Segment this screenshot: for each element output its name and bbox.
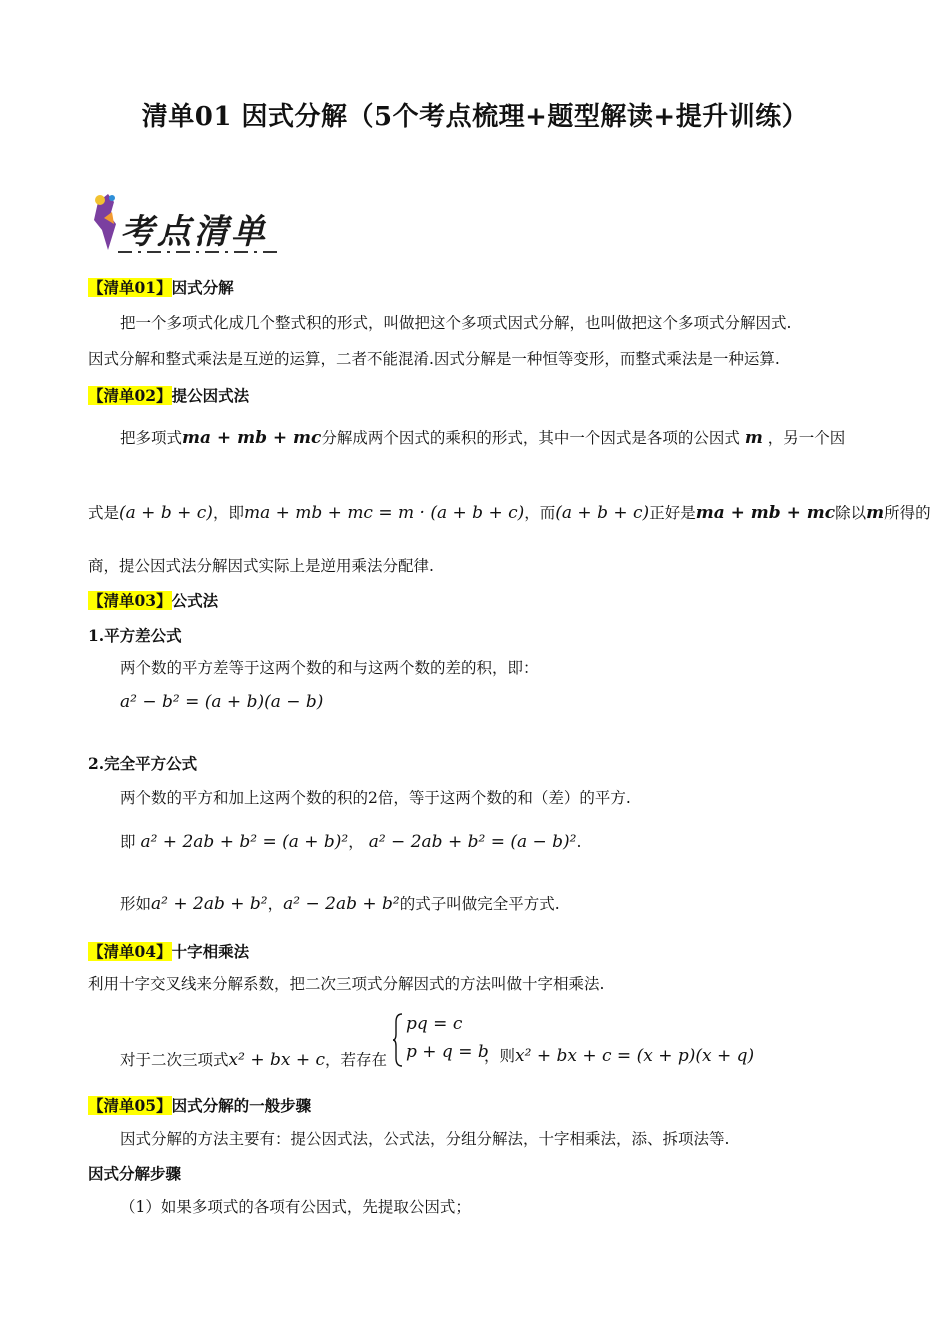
section-2-tag: 【清单02】 bbox=[88, 386, 172, 405]
section-3-header bbox=[88, 589, 218, 611]
section-1-tag: 【清单01】 bbox=[88, 278, 172, 297]
perfect-square-definition bbox=[120, 894, 560, 914]
section-2-heading: 提公因式法 bbox=[171, 386, 250, 405]
section-2-line-1 bbox=[120, 428, 845, 448]
text: 的式子叫做完全平方式. bbox=[399, 895, 560, 913]
system-eq-2: p + q = b bbox=[406, 1042, 489, 1062]
text: 所得的 bbox=[884, 504, 931, 522]
difference-of-squares-formula: a² − b² = (a + b)(a − b) bbox=[120, 692, 324, 712]
text: ，另一个因 bbox=[767, 429, 846, 447]
formula: (a + b + c) bbox=[119, 503, 213, 523]
text: 形如 bbox=[120, 895, 152, 913]
section-1-header bbox=[88, 276, 234, 298]
brace-icon bbox=[392, 1012, 404, 1068]
section-logo bbox=[88, 190, 288, 260]
section-4-header bbox=[88, 940, 249, 962]
section-2-line-2 bbox=[88, 503, 931, 523]
section-1-para-2: 因式分解和整式乘法是互逆的运算，二者不能混淆.因式分解是一种恒等变形，而整式乘法是一种运算. bbox=[88, 350, 780, 368]
formula: a² − 2ab + b² bbox=[283, 894, 400, 914]
text: 除以 bbox=[835, 504, 867, 522]
section-5-para-1: 因式分解的方法主要有：提公因式法，公式法，分组分解法，十字相乘法，添、拆项法等. bbox=[120, 1130, 730, 1148]
formula-m: m bbox=[744, 428, 763, 448]
formula: a² + 2ab + b² bbox=[151, 894, 268, 914]
equation-system bbox=[392, 1012, 489, 1068]
section-1-heading: 因式分解 bbox=[171, 278, 234, 297]
system-eq-1: pq = c bbox=[406, 1014, 463, 1034]
text: ，若存在 bbox=[325, 1051, 388, 1069]
steps-heading: 因式分解步骤 bbox=[88, 1164, 182, 1183]
formula: (a + b + c) bbox=[555, 503, 650, 523]
text: 式是 bbox=[88, 504, 120, 522]
text: ， bbox=[348, 833, 364, 851]
text: ， bbox=[267, 895, 284, 913]
formula-sum-square: a² + 2ab + b² = (a + b)² bbox=[140, 832, 349, 852]
text: . bbox=[576, 833, 582, 851]
formula: x² + bx + c bbox=[228, 1050, 326, 1070]
text: 正好是 bbox=[649, 504, 696, 522]
text: ，即 bbox=[212, 504, 244, 522]
text: 把多项式 bbox=[120, 429, 183, 447]
section-3-tag: 【清单03】 bbox=[88, 591, 172, 610]
formula-diff-square: a² − 2ab + b² = (a − b)² bbox=[368, 832, 577, 852]
section-3-heading: 公式法 bbox=[171, 591, 219, 610]
subheading-perfect-square: 2.完全平方公式 bbox=[88, 754, 198, 773]
text: 即 bbox=[120, 833, 136, 851]
step-1: （1）如果多项式的各项有公因式，先提取公因式； bbox=[120, 1198, 471, 1216]
cross-method-lead bbox=[120, 1050, 387, 1070]
text: ，而 bbox=[524, 504, 556, 522]
section-1-para-1: 把一个多项式化成几个整式积的形式，叫做把这个多项式因式分解，也叫做把这个多项式分解因式. bbox=[120, 314, 792, 332]
formula: ma + mb + mc bbox=[182, 428, 322, 448]
section-5-header bbox=[88, 1094, 311, 1116]
text: 对于二次三项式 bbox=[120, 1051, 229, 1069]
perfect-square-formulas bbox=[120, 832, 581, 852]
section-2-header bbox=[88, 384, 249, 406]
text: 分解成两个因式的乘积的形式，其中一个因式是各项的公因式 bbox=[321, 429, 740, 447]
subheading-difference-of-squares: 1.平方差公式 bbox=[88, 626, 182, 645]
section-5-heading: 因式分解的一般步骤 bbox=[171, 1096, 312, 1115]
section-2-line-3: 商，提公因式法分解因式实际上是逆用乘法分配律. bbox=[88, 557, 434, 575]
difference-of-squares-text: 两个数的平方差等于这两个数的和与这两个数的差的积，即： bbox=[120, 659, 539, 677]
section-4-para-1: 利用十字交叉线来分解系数，把二次三项式分解因式的方法叫做十字相乘法. bbox=[88, 975, 605, 993]
section-4-heading: 十字相乘法 bbox=[171, 942, 250, 961]
formula: ma + mb + mc bbox=[695, 503, 836, 523]
page-title: 清单01 因式分解（5个考点梳理+题型解读+提升训练） bbox=[141, 102, 809, 132]
formula-m: m bbox=[866, 503, 885, 523]
text: ，则 bbox=[484, 1047, 516, 1065]
cross-method-result bbox=[484, 1046, 754, 1066]
formula: x² + bx + c = (x + p)(x + q) bbox=[515, 1046, 755, 1066]
formula: ma + mb + mc = m · (a + b + c) bbox=[243, 503, 525, 523]
perfect-square-text: 两个数的平方和加上这两个数的积的2倍，等于这两个数的和（差）的平方. bbox=[120, 789, 631, 807]
section-5-tag: 【清单05】 bbox=[88, 1096, 172, 1115]
section-4-tag: 【清单04】 bbox=[88, 942, 172, 961]
logo-text: 考点清单 bbox=[120, 212, 268, 252]
